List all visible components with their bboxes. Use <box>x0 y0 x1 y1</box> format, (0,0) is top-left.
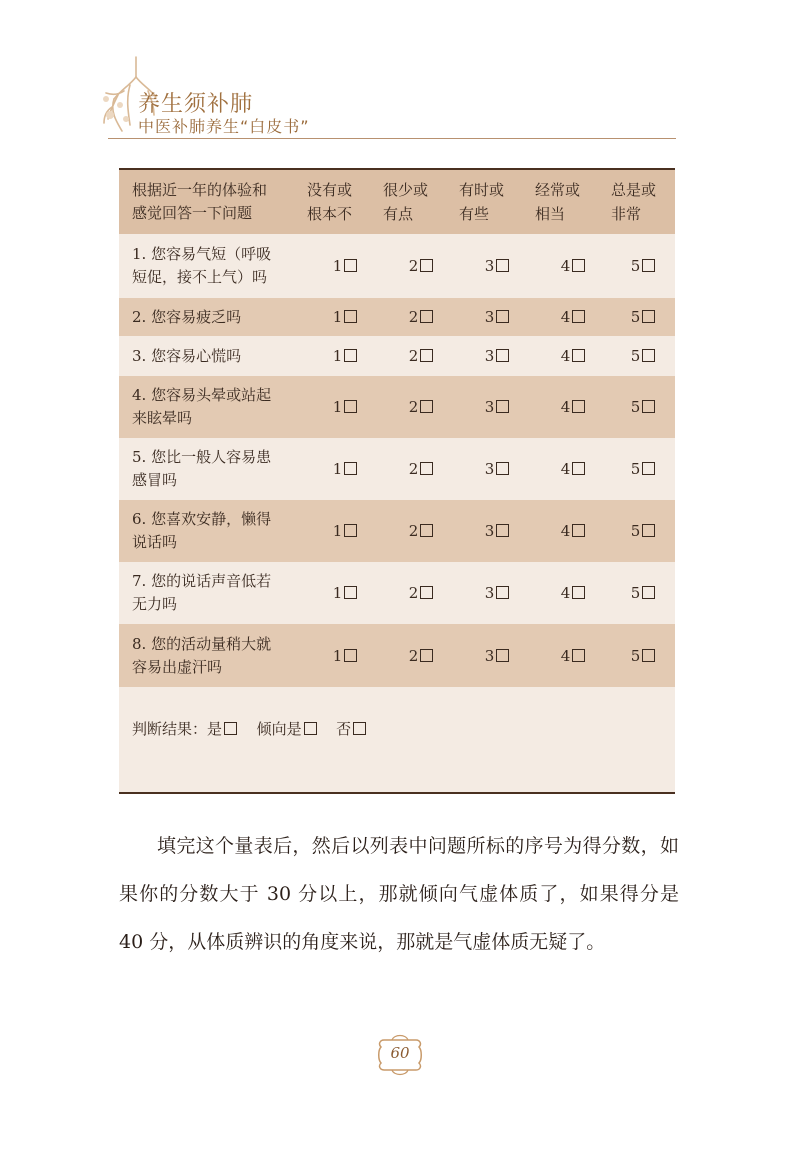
checkbox[interactable] <box>572 310 585 323</box>
option-cell: 3 <box>459 438 535 500</box>
result-row <box>119 687 675 792</box>
book-subtitle: 中医补肺养生“白皮书” <box>138 117 310 136</box>
header-option-2: 很少或 有点 <box>383 181 429 223</box>
option-cell: 3 <box>459 298 535 336</box>
result-yes-checkbox[interactable] <box>224 722 237 735</box>
body-paragraph: 填完这个量表后，然后以列表中问题所标的序号为得分数，如果你的分数大于 30 分以上，那就倾向气虚体质了，如果得分是 40 分，从体质辨识的角度来说，那就是气虚体质无疑了。 <box>119 835 679 953</box>
option-cell: 2 <box>383 562 459 624</box>
checkbox[interactable] <box>496 259 509 272</box>
checkbox[interactable] <box>344 649 357 662</box>
question-3: 3. 您容易心慌吗 <box>132 346 242 365</box>
option-cell: 2 <box>383 336 459 376</box>
option-cell: 3 <box>459 500 535 562</box>
checkbox[interactable] <box>344 310 357 323</box>
header-option-1: 没有或 根本不 <box>307 181 353 223</box>
table-row <box>119 298 675 336</box>
question-4: 4. 您容易头晕或站起 来眩晕吗 <box>132 386 272 427</box>
table-row <box>119 234 675 298</box>
option-cell: 2 <box>383 438 459 500</box>
checkbox[interactable] <box>572 586 585 599</box>
option-cell: 3 <box>459 234 535 298</box>
table-row <box>119 500 675 562</box>
checkbox[interactable] <box>572 400 585 413</box>
table-row <box>119 562 675 624</box>
result-no-checkbox[interactable] <box>353 722 366 735</box>
option-cell: 1 <box>307 298 383 336</box>
header-question: 根据近一年的体验和 感觉回答一下问题 <box>132 181 268 222</box>
checkbox[interactable] <box>496 400 509 413</box>
question-2: 2. 您容易疲乏吗 <box>132 307 242 326</box>
checkbox[interactable] <box>344 259 357 272</box>
option-cell: 1 <box>307 500 383 562</box>
page-header <box>100 55 680 140</box>
option-cell: 4 <box>535 624 611 687</box>
option-cell: 5 <box>611 624 675 687</box>
checkbox[interactable] <box>420 524 433 537</box>
checkbox[interactable] <box>642 259 655 272</box>
page-number: 60 <box>390 1044 410 1062</box>
checkbox[interactable] <box>496 349 509 362</box>
table-bottom-rule <box>119 792 675 794</box>
option-cell: 1 <box>307 562 383 624</box>
checkbox[interactable] <box>572 349 585 362</box>
question-1: 1. 您容易气短（呼吸 短促，接不上气）吗 <box>132 245 272 286</box>
question-5: 5. 您比一般人容易患 感冒吗 <box>132 448 272 489</box>
checkbox[interactable] <box>344 349 357 362</box>
question-6: 6. 您喜欢安静，懒得 说话吗 <box>132 510 272 551</box>
checkbox[interactable] <box>420 259 433 272</box>
checkbox[interactable] <box>642 310 655 323</box>
checkbox[interactable] <box>572 259 585 272</box>
questionnaire-table <box>119 168 675 794</box>
option-cell: 1 <box>307 336 383 376</box>
option-cell: 1 <box>307 624 383 687</box>
question-7: 7. 您的说话声音低若 无力吗 <box>132 572 272 613</box>
checkbox[interactable] <box>420 349 433 362</box>
header-option-4: 经常或 相当 <box>535 181 581 223</box>
option-cell: 2 <box>383 234 459 298</box>
option-cell: 4 <box>535 562 611 624</box>
checkbox[interactable] <box>344 586 357 599</box>
option-cell: 5 <box>611 298 675 336</box>
option-cell: 4 <box>535 298 611 336</box>
option-cell: 4 <box>535 234 611 298</box>
checkbox[interactable] <box>642 586 655 599</box>
checkbox[interactable] <box>642 649 655 662</box>
option-cell: 5 <box>611 234 675 298</box>
option-cell: 2 <box>383 624 459 687</box>
judgement-result: 判断结果：是 倾向是 否 <box>119 687 675 792</box>
checkbox[interactable] <box>496 649 509 662</box>
table-row <box>119 624 675 687</box>
option-cell: 3 <box>459 562 535 624</box>
checkbox[interactable] <box>642 349 655 362</box>
option-cell: 4 <box>535 336 611 376</box>
option-cell: 4 <box>535 376 611 438</box>
option-cell: 5 <box>611 376 675 438</box>
checkbox[interactable] <box>572 649 585 662</box>
checkbox[interactable] <box>642 524 655 537</box>
checkbox[interactable] <box>344 400 357 413</box>
checkbox[interactable] <box>420 400 433 413</box>
option-cell: 2 <box>383 298 459 336</box>
book-title: 养生须补肺 <box>138 92 254 117</box>
checkbox[interactable] <box>496 586 509 599</box>
header-option-5: 总是或 非常 <box>611 181 657 223</box>
checkbox[interactable] <box>572 462 585 475</box>
checkbox[interactable] <box>344 524 357 537</box>
option-cell: 1 <box>307 376 383 438</box>
checkbox[interactable] <box>344 462 357 475</box>
table-header-row <box>119 170 675 234</box>
checkbox[interactable] <box>496 524 509 537</box>
option-cell: 5 <box>611 438 675 500</box>
option-cell: 3 <box>459 376 535 438</box>
option-cell: 3 <box>459 336 535 376</box>
table-row <box>119 438 675 500</box>
checkbox[interactable] <box>642 400 655 413</box>
page-number-badge <box>370 1030 430 1080</box>
question-8: 8. 您的活动量稍大就 容易出虚汗吗 <box>132 634 272 676</box>
option-cell: 2 <box>383 500 459 562</box>
option-cell: 5 <box>611 562 675 624</box>
checkbox[interactable] <box>420 586 433 599</box>
table-row <box>119 376 675 438</box>
table-row <box>119 336 675 376</box>
option-cell: 1 <box>307 234 383 298</box>
result-tend-checkbox[interactable] <box>304 722 317 735</box>
option-cell: 5 <box>611 336 675 376</box>
option-cell: 4 <box>535 438 611 500</box>
header-divider <box>108 138 676 139</box>
checkbox[interactable] <box>496 462 509 475</box>
option-cell: 2 <box>383 376 459 438</box>
option-cell: 1 <box>307 438 383 500</box>
option-cell: 3 <box>459 624 535 687</box>
header-option-3: 有时或 有些 <box>459 181 505 223</box>
option-cell: 4 <box>535 500 611 562</box>
checkbox[interactable] <box>420 462 433 475</box>
checkbox[interactable] <box>420 649 433 662</box>
checkbox[interactable] <box>496 310 509 323</box>
checkbox[interactable] <box>642 462 655 475</box>
checkbox[interactable] <box>420 310 433 323</box>
checkbox[interactable] <box>572 524 585 537</box>
option-cell: 5 <box>611 500 675 562</box>
